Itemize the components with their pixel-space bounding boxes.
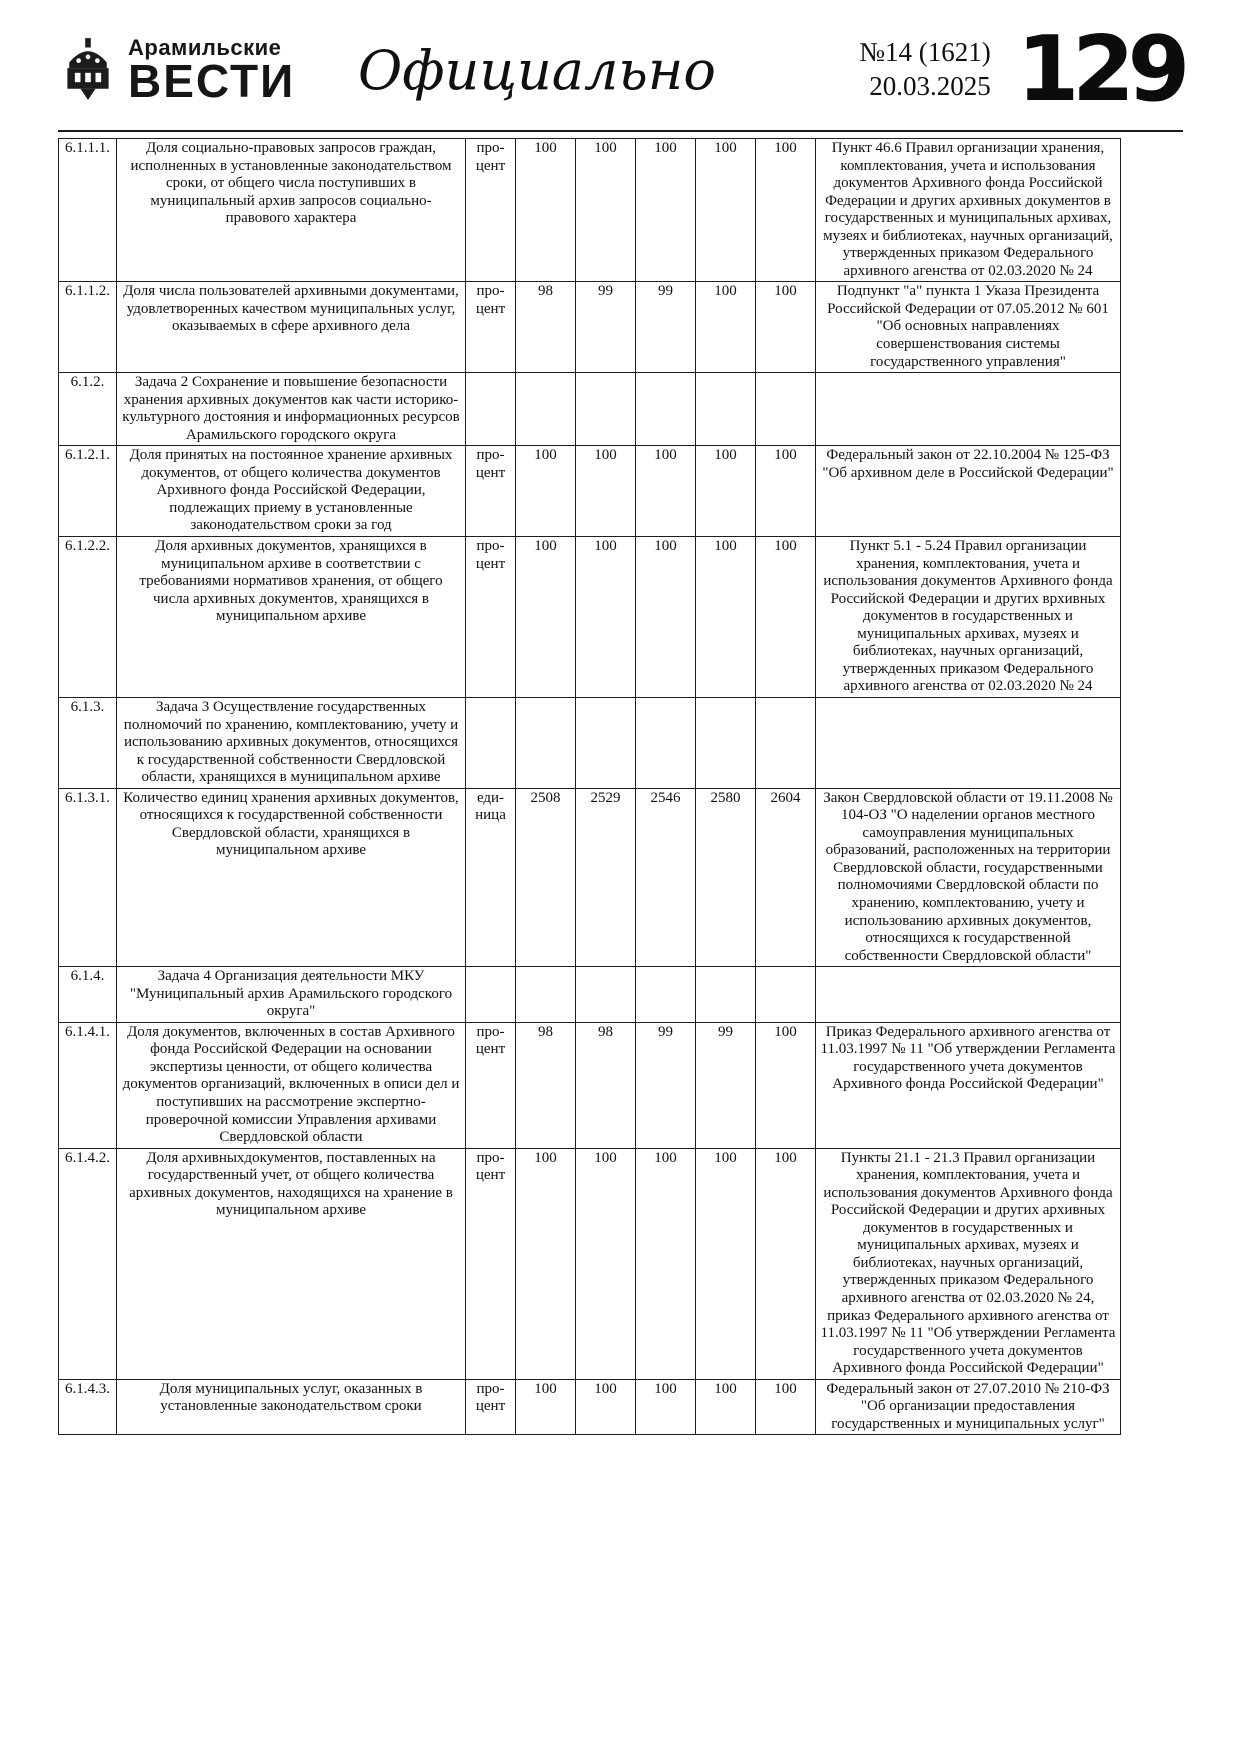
row-value-cell-5: 100 <box>756 537 816 698</box>
row-value-cell-2 <box>576 697 636 788</box>
row-value-cell-5 <box>756 373 816 446</box>
row-description-cell: Количество единиц хранения архивных документов, относящихся к государственной собственности Свердловской области, хранящихся в муниципальном архиве <box>117 788 466 966</box>
table-row <box>59 139 1121 282</box>
row-value-cell-1 <box>516 697 576 788</box>
row-basis-cell: Подпункт "а" пункта 1 Указа Президента Российской Федерации от 07.05.2012 № 601 "Об основных направлениях совершенствования системы государственного управления" <box>816 282 1121 373</box>
row-index-cell: 6.1.2. <box>59 373 117 446</box>
row-unit-cell: еди-ница <box>466 788 516 966</box>
row-unit-cell: про-цент <box>466 1022 516 1148</box>
row-unit-cell <box>466 697 516 788</box>
issue-number: №14 (1621) <box>859 37 991 68</box>
table-row <box>59 697 1121 788</box>
row-value-cell-1: 100 <box>516 139 576 282</box>
table-row <box>59 1022 1121 1148</box>
row-value-cell-4: 100 <box>696 1379 756 1435</box>
table-row <box>59 1148 1121 1379</box>
indicators-table-body <box>59 139 1121 1435</box>
row-value-cell-5: 100 <box>756 282 816 373</box>
row-description-cell: Доля документов, включенных в состав Архивного фонда Российской Федерации на основании экспертизы ценности, от общего количества документов организаций, включенных в описи дел и поступивших на рассмотрение экспертно-проверочной комиссии Управления архивами Свердловской области <box>117 1022 466 1148</box>
row-value-cell-3 <box>636 373 696 446</box>
newspaper-brand <box>58 35 303 108</box>
row-value-cell-1: 98 <box>516 282 576 373</box>
row-description-cell: Задача 2 Сохранение и повышение безопасности хранения архивных документов как части историко-культурного достояния и информационных ресурсов Арамильского городского округа <box>117 373 466 446</box>
row-index-cell: 6.1.1.2. <box>59 282 117 373</box>
building-tower-icon <box>58 38 118 102</box>
table-row <box>59 967 1121 1023</box>
newspaper-brand-text <box>128 35 296 108</box>
row-value-cell-1 <box>516 967 576 1023</box>
issue-date: 20.03.2025 <box>869 71 991 101</box>
row-index-cell: 6.1.4. <box>59 967 117 1023</box>
row-unit-cell: про-цент <box>466 282 516 373</box>
row-index-cell: 6.1.3.1. <box>59 788 117 966</box>
row-value-cell-3: 99 <box>636 1022 696 1148</box>
row-value-cell-4: 99 <box>696 1022 756 1148</box>
row-value-cell-4: 100 <box>696 139 756 282</box>
row-index-cell: 6.1.3. <box>59 697 117 788</box>
row-basis-cell: Приказ Федерального архивного агенства от 11.03.1997 № 11 "Об утверждении Регламента государственного учета документов Архивного фонда Российской Федерации" <box>816 1022 1121 1148</box>
row-value-cell-4 <box>696 967 756 1023</box>
row-value-cell-4: 100 <box>696 537 756 698</box>
table-row <box>59 373 1121 446</box>
row-description-cell: Доля числа пользователей архивными документами, удовлетворенных качеством муниципальных услуг, оказываемых в сфере архивного дела <box>117 282 466 373</box>
row-description-cell: Задача 4 Организация деятельности МКУ "Муниципальный архив Арамильского городского округа" <box>117 967 466 1023</box>
row-unit-cell <box>466 373 516 446</box>
row-value-cell-1: 100 <box>516 1379 576 1435</box>
row-value-cell-1: 98 <box>516 1022 576 1148</box>
row-unit-cell: про-цент <box>466 1379 516 1435</box>
row-value-cell-2: 2529 <box>576 788 636 966</box>
row-basis-cell: Федеральный закон от 22.10.2004 № 125-ФЗ "Об архивном деле в Российской Федерации" <box>816 446 1121 537</box>
row-value-cell-3: 100 <box>636 446 696 537</box>
row-description-cell: Доля архивныхдокументов, поставленных на государственный учет, от общего количества архивных документов, находящихся на хранение в муниципальном архиве <box>117 1148 466 1379</box>
row-value-cell-5: 100 <box>756 446 816 537</box>
row-value-cell-4 <box>696 697 756 788</box>
row-value-cell-3: 100 <box>636 537 696 698</box>
row-index-cell: 6.1.4.3. <box>59 1379 117 1435</box>
row-description-cell: Доля муниципальных услуг, оказанных в установленные законодательством сроки <box>117 1379 466 1435</box>
row-description-cell: Доля социально-правовых запросов граждан, исполненных в установленные законодательством сроки, от общего числа поступивших в муниципальный архив запросов социально-правового характера <box>117 139 466 282</box>
row-basis-cell: Федеральный закон от 27.07.2010 № 210-ФЗ "Об организации предоставления государственных и муниципальных услуг" <box>816 1379 1121 1435</box>
row-value-cell-2: 100 <box>576 537 636 698</box>
row-basis-cell <box>816 967 1121 1023</box>
table-row <box>59 537 1121 698</box>
row-value-cell-5: 2604 <box>756 788 816 966</box>
section-title: Официально <box>358 38 716 102</box>
issue-block <box>859 36 991 104</box>
page-number: 129 <box>1016 17 1183 122</box>
row-value-cell-5: 100 <box>756 1148 816 1379</box>
row-unit-cell: про-цент <box>466 139 516 282</box>
row-value-cell-4: 100 <box>696 446 756 537</box>
row-unit-cell <box>466 967 516 1023</box>
indicators-table <box>58 138 1121 1435</box>
row-value-cell-4: 2580 <box>696 788 756 966</box>
row-value-cell-4 <box>696 373 756 446</box>
row-unit-cell: про-цент <box>466 537 516 698</box>
row-value-cell-5 <box>756 697 816 788</box>
row-value-cell-3 <box>636 697 696 788</box>
table-row <box>59 1379 1121 1435</box>
row-value-cell-1: 100 <box>516 446 576 537</box>
table-row <box>59 446 1121 537</box>
row-value-cell-2: 100 <box>576 1379 636 1435</box>
row-unit-cell: про-цент <box>466 446 516 537</box>
row-value-cell-1: 100 <box>516 537 576 698</box>
row-value-cell-3: 100 <box>636 1148 696 1379</box>
row-basis-cell <box>816 373 1121 446</box>
row-value-cell-3: 2546 <box>636 788 696 966</box>
row-value-cell-3: 99 <box>636 282 696 373</box>
row-index-cell: 6.1.2.1. <box>59 446 117 537</box>
page-header <box>58 0 1183 132</box>
row-value-cell-5: 100 <box>756 1379 816 1435</box>
table-row <box>59 788 1121 966</box>
row-value-cell-4: 100 <box>696 282 756 373</box>
row-value-cell-1: 2508 <box>516 788 576 966</box>
row-description-cell: Доля архивных документов, хранящихся в муниципальном архиве в соответствии с требованиями нормативов хранения, от общего числа архивных документов, хранящихся в муниципальном архиве <box>117 537 466 698</box>
row-basis-cell: Пункт 5.1 - 5.24 Правил организации хранения, комплектования, учета и использования документов Архивного фонда Российской Федерации и других врхивных документов в государственных и муниципальных архивах, музеях и библиотеках, научных организаций, утвержденных приказом Федерального архивного агенства от 02.03.2020 № 24 <box>816 537 1121 698</box>
row-value-cell-3: 100 <box>636 139 696 282</box>
row-value-cell-5: 100 <box>756 139 816 282</box>
row-value-cell-2: 100 <box>576 139 636 282</box>
row-value-cell-2: 100 <box>576 1148 636 1379</box>
row-value-cell-5 <box>756 967 816 1023</box>
brand-name-top: Арамильские <box>128 35 282 61</box>
row-value-cell-2: 100 <box>576 446 636 537</box>
row-description-cell: Доля принятых на постоянное хранение архивных документов, от общего количества документов Архивного фонда Российской Федерации, подлежащих приему в установленные законодательством сроки за год <box>117 446 466 537</box>
row-index-cell: 6.1.1.1. <box>59 139 117 282</box>
row-value-cell-2 <box>576 967 636 1023</box>
brand-name-bottom: ВЕСТИ <box>128 55 296 108</box>
row-basis-cell: Пункты 21.1 - 21.3 Правил организации хранения, комплектования, учета и использования документов Архивного фонда Российской Федерации и других архивных документов в государственных и муниципальных архивах, музеях и библиотеках, научных организаций, утвержденных приказом Федерального архивного агенства от 02.03.2020 № 24, приказ Федерального архивного агенства от 11.03.1997 № 11 "Об утверждении Регламента государственного учета документов Архивного фонда Российской Федерации" <box>816 1148 1121 1379</box>
row-unit-cell: про-цент <box>466 1148 516 1379</box>
row-value-cell-4: 100 <box>696 1148 756 1379</box>
row-value-cell-2 <box>576 373 636 446</box>
row-value-cell-3 <box>636 967 696 1023</box>
row-basis-cell: Пункт 46.6 Правил организации хранения, комплектования, учета и использования документов Архивного фонда Российской Федерации и других архивных документов в государственных и муниципальных архивах, музеях и библиотеках, научных организаций, утвержденных приказом Федерального архивного агенства от 02.03.2020 № 24 <box>816 139 1121 282</box>
row-index-cell: 6.1.4.1. <box>59 1022 117 1148</box>
row-value-cell-1: 100 <box>516 1148 576 1379</box>
row-value-cell-1 <box>516 373 576 446</box>
row-description-cell: Задача 3 Осуществление государственных полномочий по хранению, комплектованию, учету и использованию архивных документов, относящихся к государственной собственности Свердловской области, хранящихся в муниципальном архиве <box>117 697 466 788</box>
row-index-cell: 6.1.4.2. <box>59 1148 117 1379</box>
row-basis-cell: Закон Свердловской области от 19.11.2008 № 104-ОЗ "О наделении органов местного самоуправления муниципальных образований, расположенных на территории Свердловской области, государственными полномочиями Свердловской области по хранению, комплектованию, учету и использованию архивных документов, относящихся к государственной собственности Свердловской области" <box>816 788 1121 966</box>
row-value-cell-3: 100 <box>636 1379 696 1435</box>
row-index-cell: 6.1.2.2. <box>59 537 117 698</box>
row-value-cell-5: 100 <box>756 1022 816 1148</box>
row-value-cell-2: 98 <box>576 1022 636 1148</box>
row-value-cell-2: 99 <box>576 282 636 373</box>
row-basis-cell <box>816 697 1121 788</box>
table-row <box>59 282 1121 373</box>
